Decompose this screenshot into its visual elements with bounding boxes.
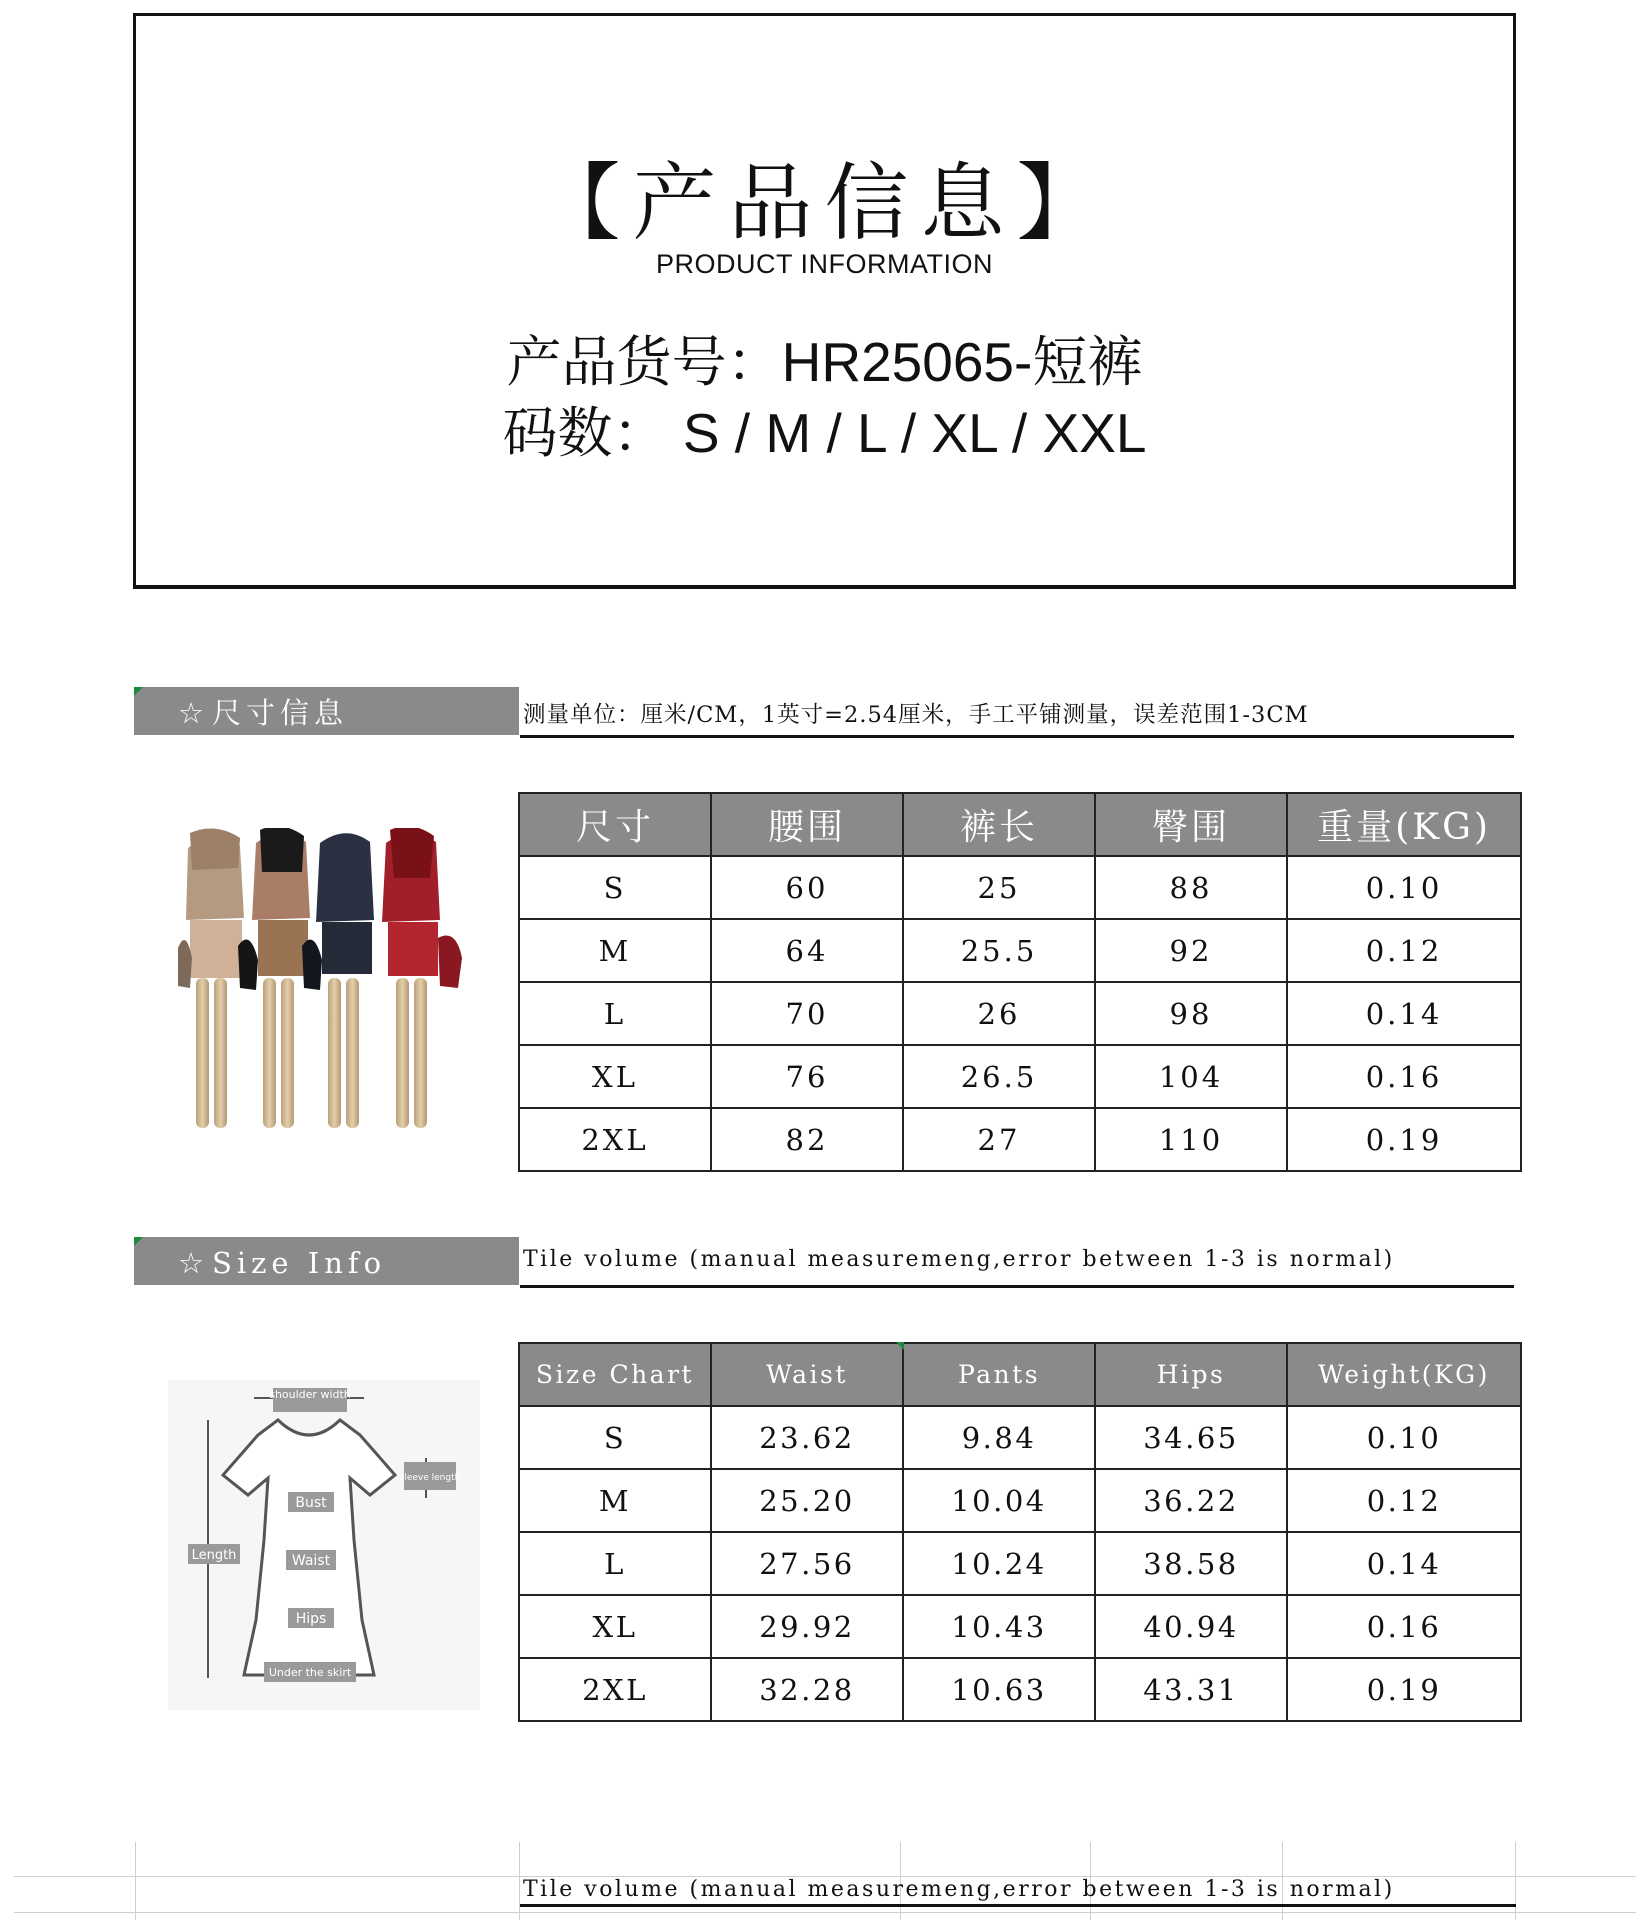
cell: 70 [711, 982, 903, 1045]
cell: 26 [903, 982, 1095, 1045]
grid-line [519, 1842, 520, 1920]
shoulder-label: shoulder width [269, 1388, 351, 1401]
cell: 0.12 [1287, 919, 1521, 982]
mannequin-brown [238, 828, 310, 1128]
section-label-en [134, 1237, 519, 1285]
cell: 32.28 [711, 1658, 903, 1721]
divider [520, 1904, 1516, 1907]
table-row [519, 1532, 1521, 1595]
table-row [519, 1469, 1521, 1532]
product-photo [178, 828, 478, 1133]
table-header-row [519, 793, 1521, 856]
table-row [519, 982, 1521, 1045]
table-row [519, 919, 1521, 982]
col-header-weight: Weight(KG) [1287, 1343, 1521, 1406]
measurement-note-cn: 测量单位：厘米/CM，1英寸=2.54厘米，手工平铺测量，误差范围1-3CM [523, 702, 1309, 728]
table-row [519, 1658, 1521, 1721]
measurement-diagram [168, 1380, 480, 1710]
cell: 110 [1095, 1108, 1287, 1171]
star-icon: ☆ [178, 696, 212, 730]
cell-flag-icon [134, 687, 143, 696]
grid-line [14, 1912, 1636, 1913]
cell: 34.65 [1095, 1406, 1287, 1469]
cell: 76 [711, 1045, 903, 1108]
hips-label: Hips [295, 1611, 327, 1627]
section-title-en: Size Info [212, 1246, 387, 1280]
col-header-waist: 腰围 [711, 793, 903, 856]
cell: 64 [711, 919, 903, 982]
info-subtitle: PRODUCT INFORMATION [656, 249, 993, 279]
cell: S [519, 856, 711, 919]
cell: 38.58 [1095, 1532, 1287, 1595]
mannequin-beige [178, 829, 244, 1128]
cell: 92 [1095, 919, 1287, 982]
cell: 88 [1095, 856, 1287, 919]
length-label: Length [191, 1548, 237, 1563]
table-row [519, 1406, 1521, 1469]
divider [520, 1285, 1514, 1288]
cell: 26.5 [903, 1045, 1095, 1108]
item-number-line: 产品货号：HR25065-短裤 [506, 331, 1143, 393]
col-header-hips: Hips [1095, 1343, 1287, 1406]
cell: 27.56 [711, 1532, 903, 1595]
measurement-note-en: Tile volume (manual measuremeng,error between 1-3 is normal) [523, 1247, 1395, 1272]
cell: 82 [711, 1108, 903, 1171]
col-header-pants-length: 裤长 [903, 793, 1095, 856]
mannequin-navy [302, 833, 374, 1128]
cell: 23.62 [711, 1406, 903, 1469]
bottom-note: Tile volume (manual measuremeng,error between 1-3 is normal) [523, 1877, 1395, 1902]
cell: L [519, 1532, 711, 1595]
cell: 36.22 [1095, 1469, 1287, 1532]
cell: 10.24 [903, 1532, 1095, 1595]
mannequin-red [382, 828, 462, 1128]
cell: XL [519, 1045, 711, 1108]
cell-flag-icon [134, 1237, 143, 1246]
cell: 0.19 [1287, 1658, 1521, 1721]
cell: 0.10 [1287, 856, 1521, 919]
grid-line [135, 1842, 136, 1920]
cell: 0.14 [1287, 982, 1521, 1045]
cell: 0.14 [1287, 1532, 1521, 1595]
bust-label: Bust [295, 1495, 327, 1511]
cell: 25 [903, 856, 1095, 919]
star-icon: ☆ [178, 1246, 212, 1280]
sleeve-label: sleeve length [399, 1473, 461, 1483]
size-range-line: 码数： S / M / L / XL / XXL [502, 402, 1147, 464]
table-row [519, 1108, 1521, 1171]
section-header-en [134, 1237, 1514, 1285]
hem-label: Under the skirt [268, 1666, 352, 1679]
cell: 9.84 [903, 1406, 1095, 1469]
waist-label: Waist [291, 1553, 331, 1569]
size-table-cn [518, 792, 1522, 1172]
col-header-waist: Waist [711, 1343, 903, 1406]
cell: 10.43 [903, 1595, 1095, 1658]
table-row [519, 1595, 1521, 1658]
cell: 27 [903, 1108, 1095, 1171]
cell: M [519, 1469, 711, 1532]
cell: 0.12 [1287, 1469, 1521, 1532]
cell: S [519, 1406, 711, 1469]
col-header-hips: 臀围 [1095, 793, 1287, 856]
table-header-row [519, 1343, 1521, 1406]
size-table-en [518, 1342, 1522, 1722]
col-header-weight: 重量(KG) [1287, 793, 1521, 856]
section-header-cn [134, 687, 1514, 735]
cell: 25.5 [903, 919, 1095, 982]
cell: 0.19 [1287, 1108, 1521, 1171]
table-row [519, 856, 1521, 919]
cell: 10.04 [903, 1469, 1095, 1532]
col-header-size: 尺寸 [519, 793, 711, 856]
cell: 29.92 [711, 1595, 903, 1658]
col-header-pants: Pants [903, 1343, 1095, 1406]
table-row [519, 1045, 1521, 1108]
section-title-cn: 尺寸信息 [212, 696, 349, 730]
info-title: 【产品信息】 [536, 154, 1113, 252]
cell: 43.31 [1095, 1658, 1287, 1721]
cell: 0.16 [1287, 1045, 1521, 1108]
cell: 0.10 [1287, 1406, 1521, 1469]
cell: 104 [1095, 1045, 1287, 1108]
section-label-cn [134, 687, 519, 735]
cell: 10.63 [903, 1658, 1095, 1721]
cell: 2XL [519, 1658, 711, 1721]
cell: 60 [711, 856, 903, 919]
cell: 2XL [519, 1108, 711, 1171]
grid-line [1515, 1842, 1516, 1920]
cell: 0.16 [1287, 1595, 1521, 1658]
col-header-size-chart: Size Chart [519, 1343, 711, 1406]
cell: 98 [1095, 982, 1287, 1045]
cell: XL [519, 1595, 711, 1658]
cell: L [519, 982, 711, 1045]
cell: 40.94 [1095, 1595, 1287, 1658]
cell: M [519, 919, 711, 982]
cell: 25.20 [711, 1469, 903, 1532]
divider [520, 735, 1514, 738]
product-info-box [133, 13, 1516, 589]
